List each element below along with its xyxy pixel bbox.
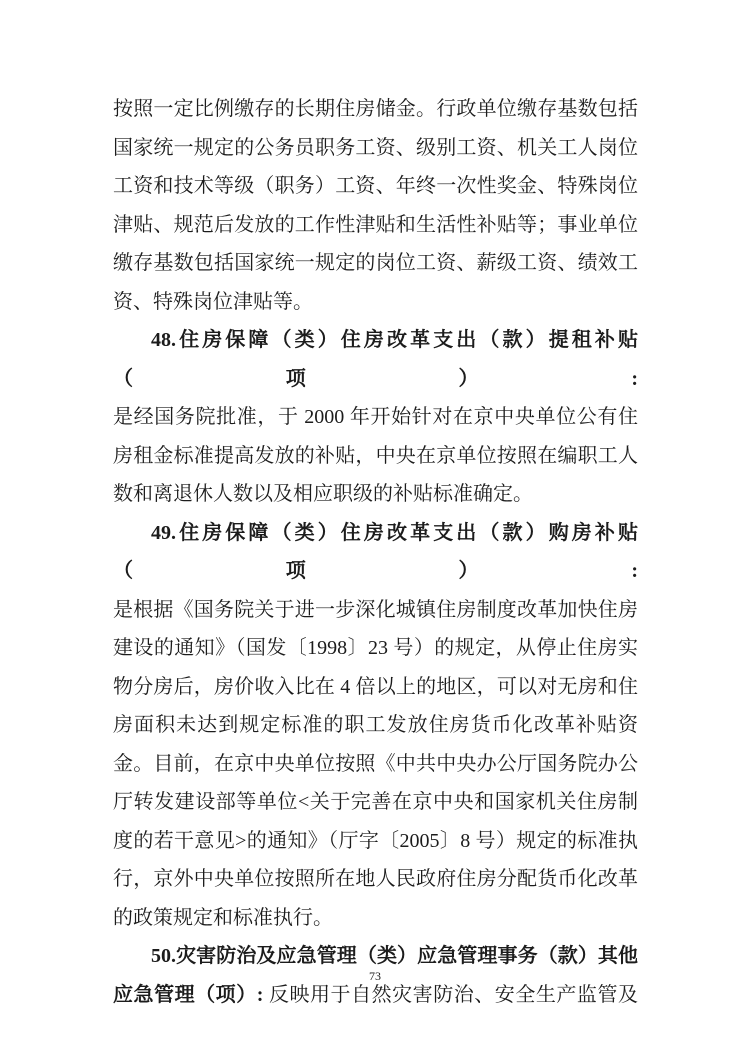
- text-segment: 的政策规定和标准执行。: [113, 906, 333, 929]
- text-line: [113, 745, 638, 784]
- text-segment: 是根据《国务院关于进一步深化城镇住房制度改革加快住房: [113, 598, 638, 621]
- text-segment: 按照一定比例缴存的长期住房储金。行政单位缴存基数包括: [113, 98, 638, 120]
- heading-line-48: [113, 321, 638, 398]
- text-segment: 缴存基数包括国家统一规定的岗位工资、薪级工资、绩效工: [113, 252, 638, 274]
- text-line: [113, 283, 638, 322]
- text-segment: 行，京外中央单位按照所在地人民政府住房分配货币化改革: [113, 868, 638, 890]
- text-line: [113, 783, 638, 822]
- text-segment: 物分房后，房价收入比在 4 倍以上的地区，可以对无房和住: [113, 675, 638, 698]
- bold-text-segment: 50.灾害防治及应急管理（类）应急管理事务（款）其他: [151, 945, 638, 967]
- text-segment: 房面积未达到规定标准的职工发放住房货币化改革补贴资: [113, 714, 638, 736]
- text-segment: 反映用于自然灾害防治、安全生产监管及: [263, 983, 639, 1006]
- page-number: 73: [369, 969, 381, 983]
- text-line: [113, 475, 638, 514]
- text-line: [113, 899, 638, 938]
- text-line: [113, 629, 638, 668]
- text-segment: 金。目前，在京中央单位按照《中共中央办公厅国务院办公: [113, 752, 638, 775]
- text-segment: 资、特殊岗位津贴等。: [113, 290, 313, 313]
- text-line: [113, 591, 638, 630]
- text-line: [113, 668, 638, 707]
- text-line: [113, 398, 638, 437]
- text-block: [113, 90, 638, 1014]
- text-line: [113, 860, 638, 899]
- text-segment: 建设的通知》（国发〔1998〕23 号）的规定，从停止住房实: [113, 637, 638, 659]
- text-segment: 数和离退休人数以及相应职级的补贴标准确定。: [113, 483, 533, 505]
- bold-text-segment: 应急管理（项）:: [113, 983, 264, 1006]
- text-segment: 国家统一规定的公务员职务工资、级别工资、机关工人岗位: [113, 136, 638, 159]
- text-segment: 是经国务院批准，于 2000 年开始针对在京中央单位公有住: [113, 406, 638, 428]
- text-line: [113, 822, 638, 861]
- text-segment: 房租金标准提高发放的补贴，中央在京单位按照在编职工人: [113, 444, 638, 467]
- text-line: [113, 244, 638, 283]
- text-line: [113, 167, 638, 206]
- bold-text-segment: 48.住房保障（类）住房改革支出（款）提租补贴（项）:: [113, 329, 638, 390]
- heading-line-49: [113, 514, 638, 591]
- text-segment: 工资和技术等级（职务）工资、年终一次性奖金、特殊岗位: [113, 175, 638, 197]
- text-segment: 厅转发建设部等单位<关于完善在京中央和国家机关住房制: [113, 791, 638, 813]
- bold-text-segment: 49.住房保障（类）住房改革支出（款）购房补贴（项）:: [113, 521, 638, 582]
- text-line: [113, 90, 638, 129]
- text-line: [113, 437, 638, 476]
- text-segment: 度的若干意见>的通知》（厅字〔2005〕8 号）规定的标准执: [113, 829, 638, 852]
- text-segment: 津贴、规范后发放的工作性津贴和生活性补贴等；事业单位: [113, 213, 638, 236]
- text-line: [113, 206, 638, 245]
- text-line: [113, 129, 638, 168]
- text-line: [113, 706, 638, 745]
